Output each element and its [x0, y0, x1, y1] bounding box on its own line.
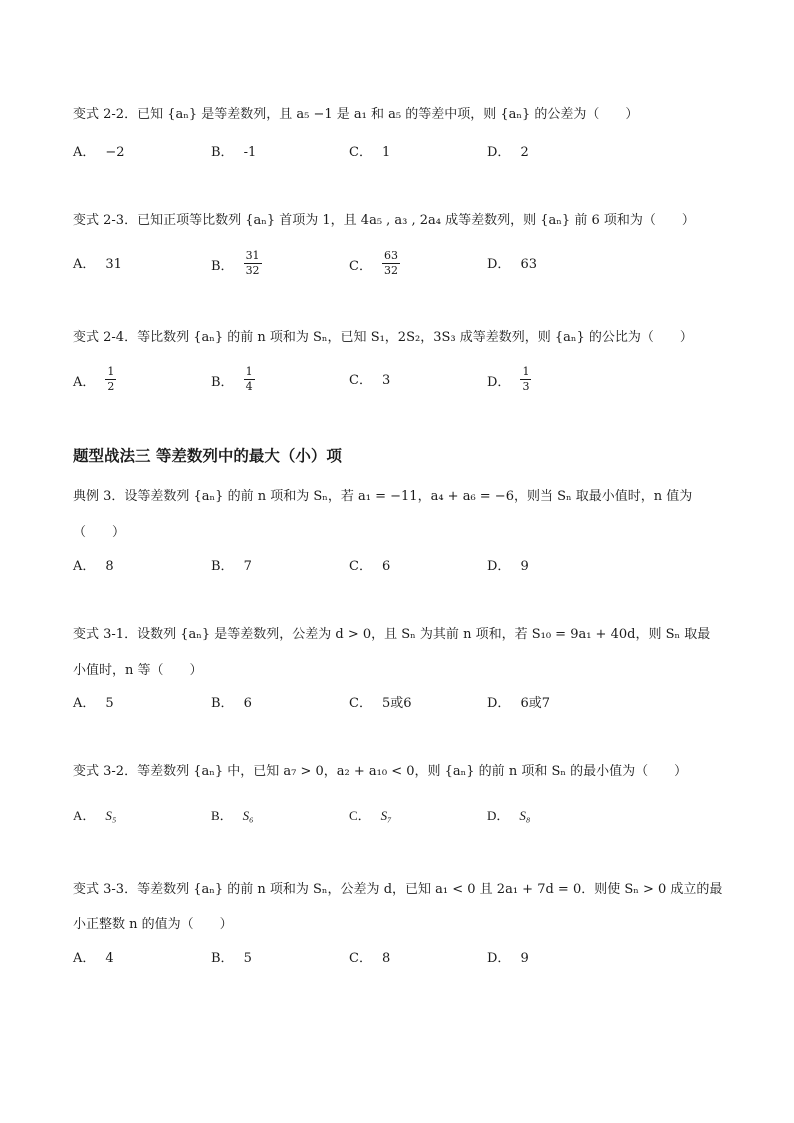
option-c[interactable]: C． $\frac{63}{32}$ — [349, 249, 398, 277]
question-label: 变式 2-3． — [73, 213, 138, 228]
question-label: 变式 3-2． — [73, 764, 138, 779]
question-text: 已知正项等比数列 {aₙ} 首项为 1，且 4a₅ , a₃ , 2a₄ 成等差数列，则 {aₙ} 前 6 项和为（ ） — [137, 213, 695, 228]
question-label: 变式 3-3． — [73, 882, 138, 897]
options-3-3 — [73, 950, 733, 976]
option-d[interactable]: D． 63 — [487, 257, 537, 272]
options-2-3 — [73, 249, 733, 282]
question-text: 等差数列 {aₙ} 的前 n 项和为 Sₙ，公差为 d，已知 a₁ < 0 且 2a₁ + 7d = 0．则使 Sₙ > 0 成立的最 — [137, 882, 723, 897]
fraction: $\frac{63}{32}$ — [383, 249, 398, 277]
option-a[interactable]: A． $\frac{1}{2}$ — [73, 365, 115, 393]
fraction: $\frac{31}{32}$ — [245, 249, 260, 277]
question-text: 设数列 {aₙ} 是等差数列，公差为 d > 0，且 Sₙ 为其前 n 项和，若 S₁₀ = 9a₁ + 40d，则 Sₙ 取最 — [137, 627, 711, 642]
question-text: （ ） — [73, 525, 126, 540]
question-3-3-line-2 — [73, 916, 733, 934]
option-d[interactable]: D． $\frac{1}{3}$ — [487, 365, 530, 393]
question-text: 等差数列 {aₙ} 中，已知 a₇ > 0，a₂ + a₁₀ < 0，则 {aₙ} 的前 n 项和 Sₙ 的最小值为（ ） — [137, 764, 688, 779]
option-c[interactable]: C． 8 — [349, 951, 391, 966]
section-heading: 题型战法三 等差数列中的最大（小）项 — [73, 447, 342, 465]
option-b[interactable]: B． $\frac{31}{32}$ — [211, 249, 260, 277]
option-a[interactable]: A． 5 — [73, 696, 114, 711]
option-b[interactable]: B． S₆ — [211, 808, 254, 823]
question-3-3-line-1 — [73, 881, 733, 899]
option-a[interactable]: A． 31 — [73, 257, 122, 272]
option-c[interactable]: C． 6 — [349, 559, 391, 574]
fraction: $\frac{1}{2}$ — [107, 365, 115, 393]
example-3-line-2 — [73, 524, 733, 542]
option-d[interactable]: D． 9 — [487, 559, 529, 574]
question-label: 变式 2-2． — [73, 107, 138, 122]
option-a[interactable]: A． 4 — [73, 951, 114, 966]
question-text: 设等差数列 {aₙ} 的前 n 项和为 Sₙ，若 a₁ = −11，a₄ + a₆ = −6，则当 Sₙ 取最小值时，n 值为 — [124, 489, 693, 504]
option-a[interactable]: A． S₅ — [73, 808, 117, 823]
option-a[interactable]: A． −2 — [73, 145, 125, 160]
question-label: 变式 3-1． — [73, 627, 138, 642]
option-b[interactable]: B． 7 — [211, 559, 252, 574]
option-d[interactable]: D． 2 — [487, 145, 529, 160]
option-a[interactable]: A． 8 — [73, 559, 114, 574]
question-2-2 — [73, 106, 733, 124]
option-d[interactable]: D． S₈ — [487, 808, 531, 823]
example-3-line-1 — [73, 488, 733, 506]
fraction: $\frac{1}{3}$ — [522, 365, 530, 393]
option-d[interactable]: D． 9 — [487, 951, 529, 966]
option-c[interactable]: C． 5或6 — [349, 696, 412, 711]
options-2-2 — [73, 144, 733, 170]
option-c[interactable]: C． 3 — [349, 373, 391, 388]
option-b[interactable]: B． -1 — [211, 145, 257, 160]
question-2-4 — [73, 329, 733, 347]
fraction: $\frac{1}{4}$ — [245, 365, 253, 393]
question-3-2 — [73, 763, 733, 781]
options-2-4 — [73, 365, 733, 398]
question-text: 小值时，n 等（ ） — [73, 663, 203, 678]
option-b[interactable]: B． 5 — [211, 951, 252, 966]
question-label: 典例 3． — [73, 489, 125, 504]
options-example-3 — [73, 558, 733, 584]
question-3-1-line-1 — [73, 626, 733, 644]
options-3-2 — [73, 807, 733, 833]
option-c[interactable]: C． 1 — [349, 145, 391, 160]
option-b[interactable]: B． $\frac{1}{4}$ — [211, 365, 253, 393]
option-b[interactable]: B． 6 — [211, 696, 252, 711]
question-3-1-line-2 — [73, 662, 733, 680]
question-text: 已知 {aₙ} 是等差数列，且 a₅ −1 是 a₁ 和 a₅ 的等差中项，则 {aₙ} 的公差为（ ） — [137, 107, 639, 122]
options-3-1 — [73, 695, 733, 721]
question-text: 等比数列 {aₙ} 的前 n 项和为 Sₙ，已知 S₁，2S₂，3S₃ 成等差数列，则 {aₙ} 的公比为（ ） — [137, 330, 693, 345]
question-label: 变式 2-4． — [73, 330, 138, 345]
question-2-3 — [73, 212, 733, 230]
option-d[interactable]: D． 6或7 — [487, 696, 550, 711]
question-text: 小正整数 n 的值为（ ） — [73, 917, 233, 932]
option-c[interactable]: C． S₇ — [349, 808, 392, 823]
